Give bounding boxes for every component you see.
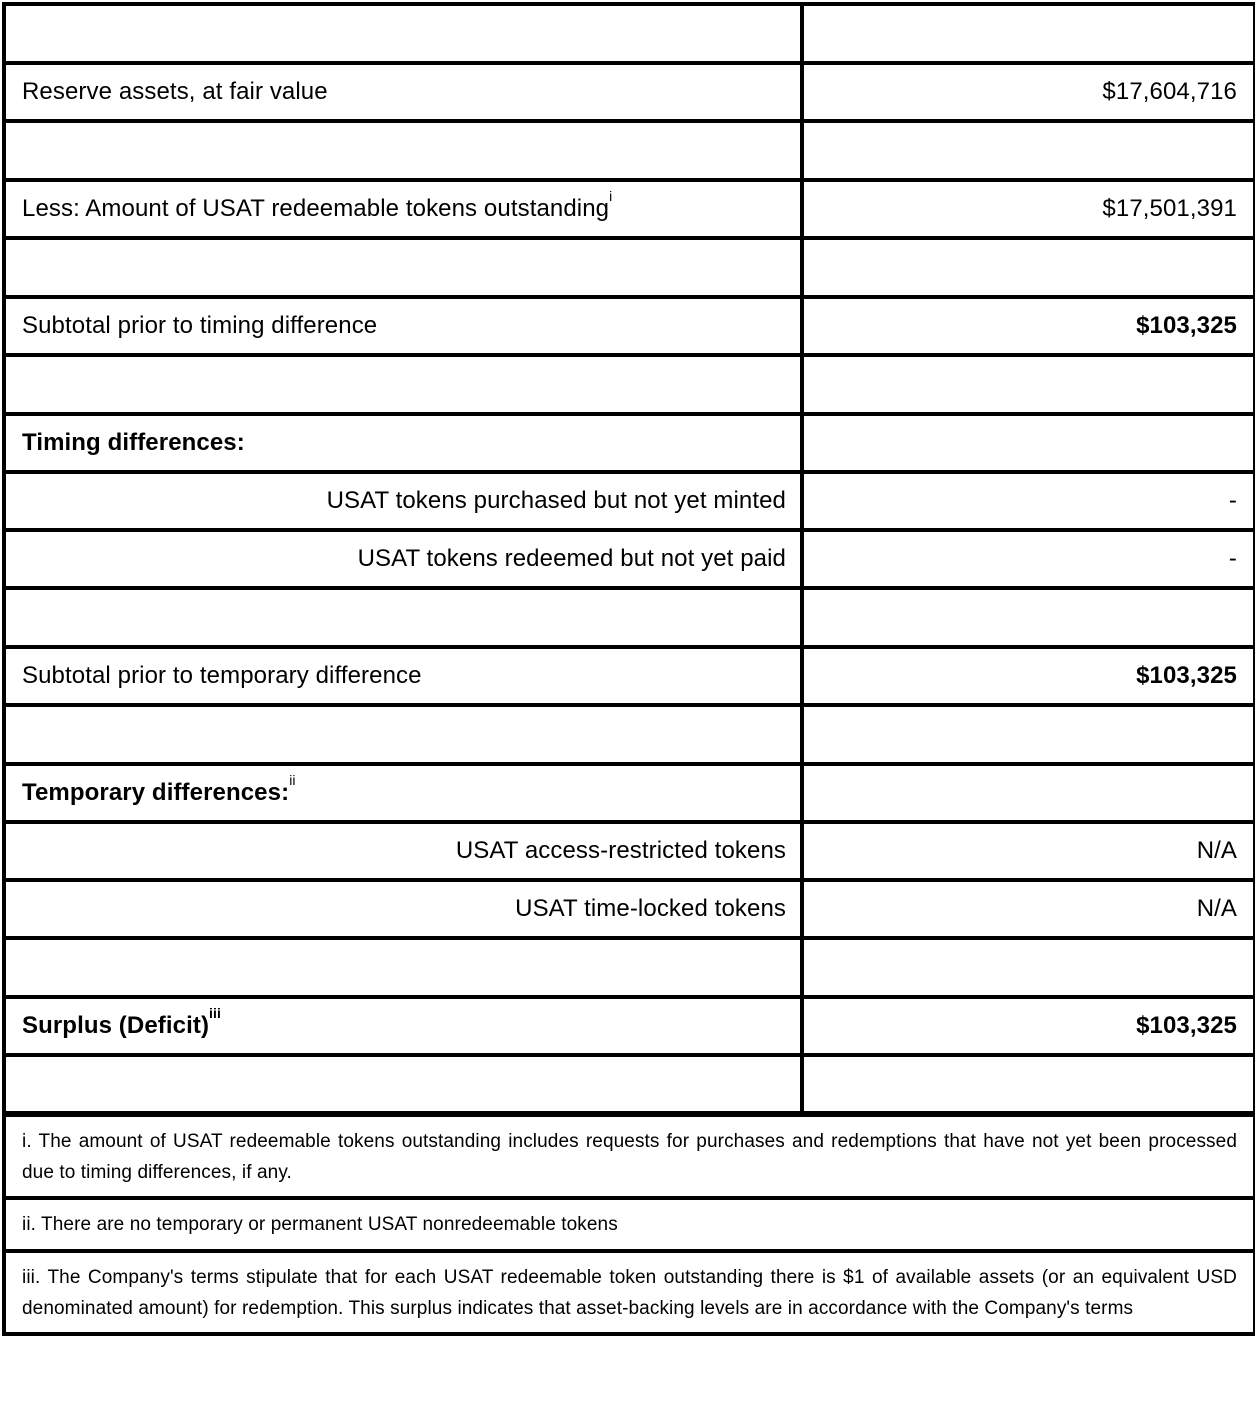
row-label-text: Timing differences: [22, 429, 245, 456]
time-locked-label [4, 880, 802, 938]
spacer-row [4, 355, 1255, 414]
empty-label-cell [4, 938, 802, 997]
footnote-ref-ii: ii [289, 772, 296, 788]
less-redeemable-label [4, 180, 802, 238]
spacer-row [4, 705, 1255, 764]
row-label-text: USAT access-restricted tokens [455, 837, 786, 864]
time-locked-value: N/A [802, 880, 1255, 938]
row-temporary-differences-header [4, 764, 1255, 822]
access-restricted-value: N/A [802, 822, 1255, 880]
empty-label-cell [4, 355, 802, 414]
empty-value-cell [802, 705, 1255, 764]
empty-value-cell [802, 4, 1255, 63]
footnote-ii-text: ii. There are no temporary or permanent USAT nonredeemable tokens [4, 1198, 1255, 1251]
row-timing-differences-header [4, 414, 1255, 472]
row-less-redeemable-outstanding [4, 180, 1255, 238]
footnote-ii-row [4, 1198, 1255, 1251]
row-access-restricted-tokens [4, 822, 1255, 880]
footnote-ref-i: i [609, 188, 613, 204]
spacer-row [4, 588, 1255, 647]
spacer-row [4, 938, 1255, 997]
empty-label-cell [4, 238, 802, 297]
subtotal-timing-label [4, 297, 802, 355]
access-restricted-label [4, 822, 802, 880]
less-redeemable-value: $17,501,391 [802, 180, 1255, 238]
empty-label-cell [4, 4, 802, 63]
row-label-text: Less: Amount of USAT redeemable tokens outstanding [22, 195, 610, 222]
tokens-redeemed-value: - [802, 530, 1255, 588]
empty-value-cell [802, 414, 1255, 472]
subtotal-temporary-label [4, 647, 802, 705]
empty-value-cell [802, 1055, 1255, 1114]
row-label-text: USAT time-locked tokens [515, 895, 786, 922]
timing-differences-header-label [4, 414, 802, 472]
row-subtotal-temporary [4, 647, 1255, 705]
reserve-assets-label [4, 63, 802, 121]
empty-value-cell [802, 938, 1255, 997]
footnote-i-row [4, 1114, 1255, 1198]
empty-label-cell [4, 1055, 802, 1114]
row-surplus-deficit [4, 997, 1255, 1055]
empty-label-cell [4, 705, 802, 764]
footnote-ref-iii: iii [209, 1005, 222, 1021]
row-label-text: USAT tokens purchased but not yet minted [326, 487, 786, 514]
empty-label-cell [4, 121, 802, 180]
spacer-row [4, 4, 1255, 63]
row-subtotal-timing [4, 297, 1255, 355]
tokens-purchased-label [4, 472, 802, 530]
footnote-i-text: i. The amount of USAT redeemable tokens outstanding includes requests for purchases and redemptions that have not yet been processed due to timing differences, if any. [4, 1114, 1255, 1198]
spacer-row [4, 238, 1255, 297]
empty-label-cell [4, 588, 802, 647]
empty-value-cell [802, 764, 1255, 822]
tokens-redeemed-label [4, 530, 802, 588]
reserve-assets-value: $17,604,716 [802, 63, 1255, 121]
empty-value-cell [802, 355, 1255, 414]
surplus-deficit-value: $103,325 [802, 997, 1255, 1055]
empty-value-cell [802, 238, 1255, 297]
footnote-iii-row [4, 1251, 1255, 1334]
row-label-text: Reserve assets, at fair value [22, 78, 328, 105]
row-label-text: USAT tokens redeemed but not yet paid [357, 545, 786, 572]
row-reserve-assets [4, 63, 1255, 121]
reserve-attestation-table [2, 2, 1255, 1336]
subtotal-timing-value: $103,325 [802, 297, 1255, 355]
row-label-text: Subtotal prior to temporary difference [22, 662, 422, 689]
empty-value-cell [802, 121, 1255, 180]
row-label-text: Surplus (Deficit) [22, 1012, 210, 1039]
row-label-text: Temporary differences: [22, 779, 290, 806]
tokens-purchased-value: - [802, 472, 1255, 530]
row-time-locked-tokens [4, 880, 1255, 938]
row-tokens-purchased-not-minted [4, 472, 1255, 530]
empty-value-cell [802, 588, 1255, 647]
spacer-row [4, 1055, 1255, 1114]
row-label-text: Subtotal prior to timing difference [22, 312, 378, 339]
temporary-differences-header-label [4, 764, 802, 822]
row-tokens-redeemed-not-paid [4, 530, 1255, 588]
subtotal-temporary-value: $103,325 [802, 647, 1255, 705]
footnote-iii-text: iii. The Company's terms stipulate that for each USAT redeemable token outstanding there is $1 of available assets (or an equivalent USD denominated amount) for redemption. This surplus indicates that asset-backing levels are in accordance with the Company's terms [4, 1251, 1255, 1334]
surplus-deficit-label [4, 997, 802, 1055]
spacer-row [4, 121, 1255, 180]
